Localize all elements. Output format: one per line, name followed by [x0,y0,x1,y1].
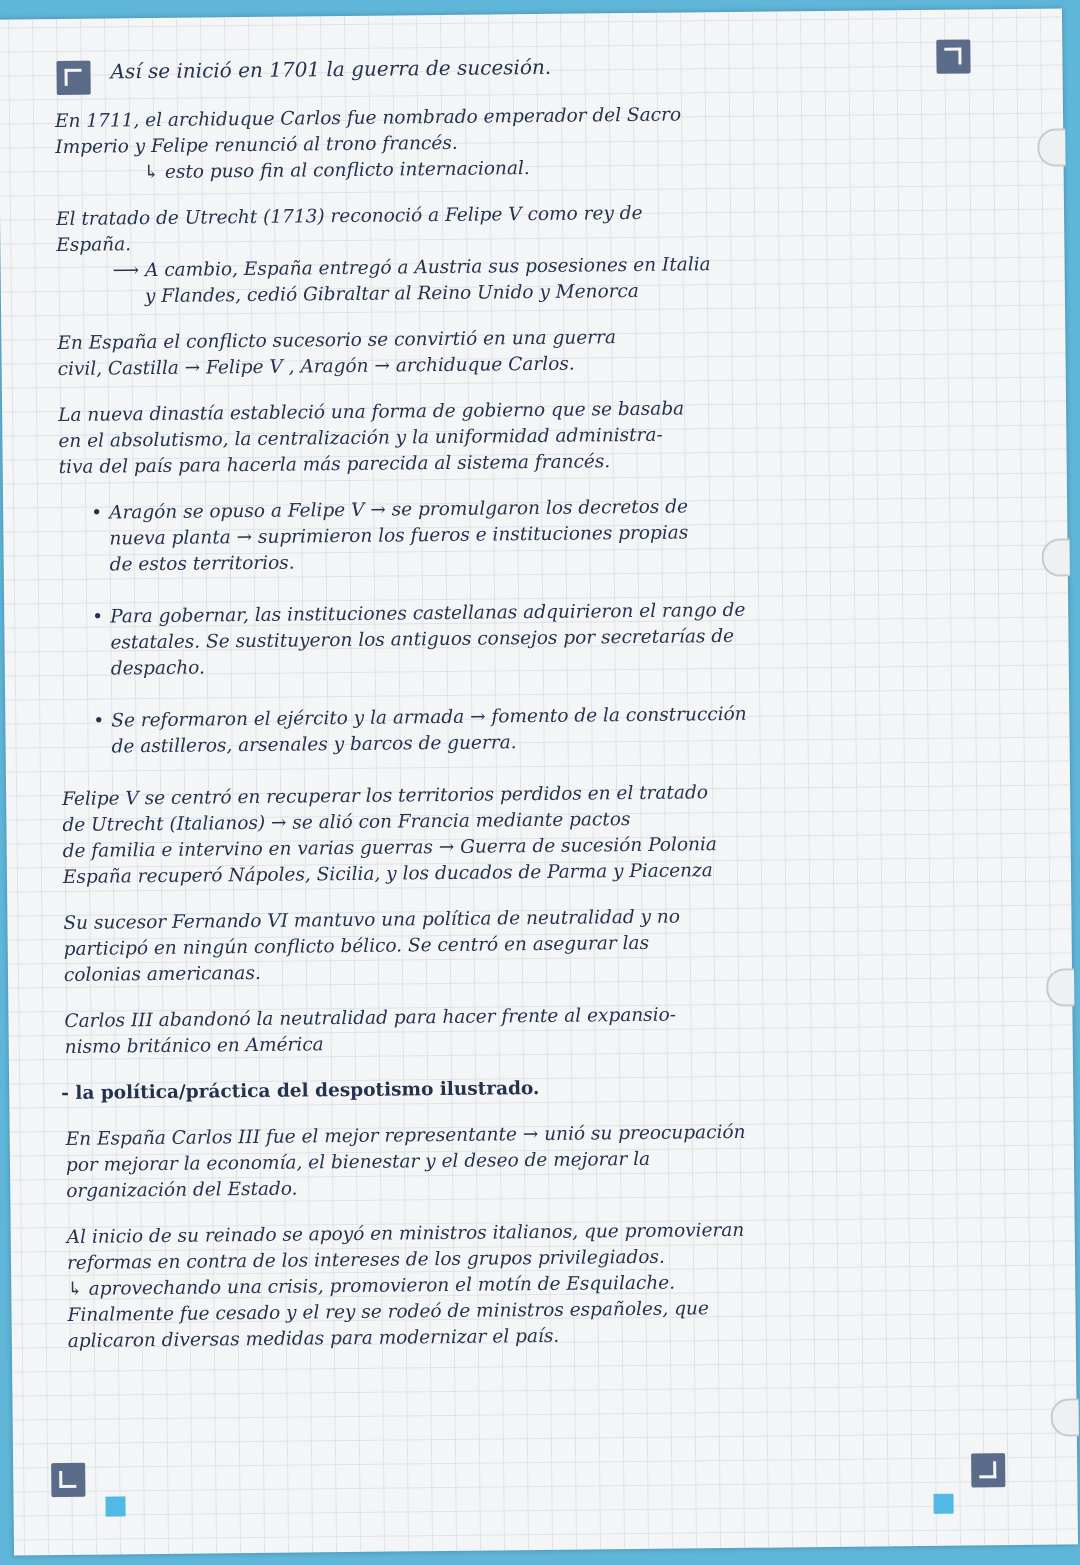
text-line: participó en ningún conflicto bélico. Se centró en asegurar las [63,932,650,960]
text-line: En 1711, el archiduque Carlos fue nombrado emperador del Sacro [54,104,682,133]
text-line: de estos territorios. [109,552,295,576]
text-line: España. [56,234,132,257]
text-line: • Para gobernar, las instituciones castellanas adquirieron el rango de [110,599,746,628]
text-line: Su sucesor Fernando VI mantuvo una política de neutralidad y no [63,906,681,934]
text-line: nismo británico en América [64,1034,324,1058]
text-line: de Utrecht (Italianos) → se alió con Francia mediante pactos [62,809,631,836]
text-line: Carlos III abandonó la neutralidad para hacer frente al expansio- [64,1004,677,1032]
text-line: La nueva dinastía estableció una forma de gobierno que se basaba [58,398,685,427]
text-line: de astilleros, arsenales y barcos de guerra. [111,732,517,758]
text-line: aplicaron diversas medidas para modernizar el país. [67,1325,560,1352]
binder-hole [1050,1398,1078,1436]
paragraph [55,99,988,187]
text-line: En España el conflicto sucesorio se convirtió en una guerra [57,327,617,355]
text-line: ↳ aprovechando una crisis, promovieron el motín de Esquilache. [67,1272,676,1300]
text-line: tiva del país para hacerla más parecida al sistema francés. [58,451,611,479]
binder-hole [1046,968,1074,1006]
corner-mark-bottom-right-icon [971,1453,1005,1487]
bullet-item [91,491,992,578]
text-line: despacho. [110,657,206,680]
text-line: civil, Castilla → Felipe V , Aragón → archiduque Carlos. [57,353,575,381]
text-line: y Flandes, cedió Gibraltar al Reino Unido y Menorca [144,280,640,308]
text-line: colonias americanas. [63,962,261,986]
text-line: Felipe V se centró en recuperar los territorios perdidos en el tratado [62,782,709,810]
text-line: de familia e intervino en varias guerras → Guerra de sucesión Polonia [62,834,718,862]
notebook-page [0,8,1078,1555]
text-line: Finalmente fue cesado y el rey se rodeó de ministros españoles, que [67,1298,709,1326]
text-line: ↳ esto puso fin al conflicto internacional. [143,158,530,184]
text-line: reformas en contra de los intereses de los grupos privilegiados. [66,1246,665,1274]
text-line: Imperio y Felipe renunció al trono francés. [55,132,458,159]
text-line: España recuperó Nápoles, Sicilia, y los ducados de Parma y Piacenza [62,860,713,888]
handwritten-notes [46,49,1000,1375]
text-line: • Aragón se opuso a Felipe V → se promulgaron los decretos de [109,496,689,524]
paragraph [56,197,989,311]
text-line: organización del Estado. [66,1178,298,1202]
binder-hole [1041,538,1069,576]
paragraph [62,777,995,891]
text-line: en el absolutismo, la centralización y la uniformidad administra- [58,424,663,453]
text-line: El tratado de Utrecht (1713) reconoció a Felipe V como rey de [55,202,643,231]
paragraph [57,321,989,383]
blue-square-mark [933,1494,953,1514]
binder-hole [1037,128,1065,166]
paragraph [66,1117,999,1205]
paragraph [67,1215,1000,1355]
section-subtitle: - la política/práctica del despotismo ilustrado. [61,1078,540,1105]
page-heading: Así se inició en 1701 la guerra de sucesión. [110,54,552,84]
bullet-item [93,699,993,760]
corner-mark-bottom-left-icon [51,1463,85,1497]
text-line: estatales. Se sustituyeron los antiguos consejos por secretarías de [110,625,735,654]
paragraph [63,901,996,989]
text-line: por mejorar la economía, el bienestar y el deseo de mejorar la [65,1148,651,1176]
text-line: En España Carlos III fue el mejor representante → unió su preocupación [65,1121,746,1150]
text-line: ⟶ A cambio, España entregó a Austria sus posesiones en Italia [112,254,711,282]
text-line: • Se reformaron el ejército y la armada → fomento de la construcción [111,703,747,732]
paragraph [58,393,991,481]
paragraph [64,999,996,1061]
text-line: nueva planta → suprimieron los fueros e instituciones propias [109,522,689,550]
bullet-item [92,595,993,682]
text-line: Al inicio de su reinado se apoyó en ministros italianos, que promovieran [66,1219,745,1248]
blue-square-mark [105,1496,125,1516]
